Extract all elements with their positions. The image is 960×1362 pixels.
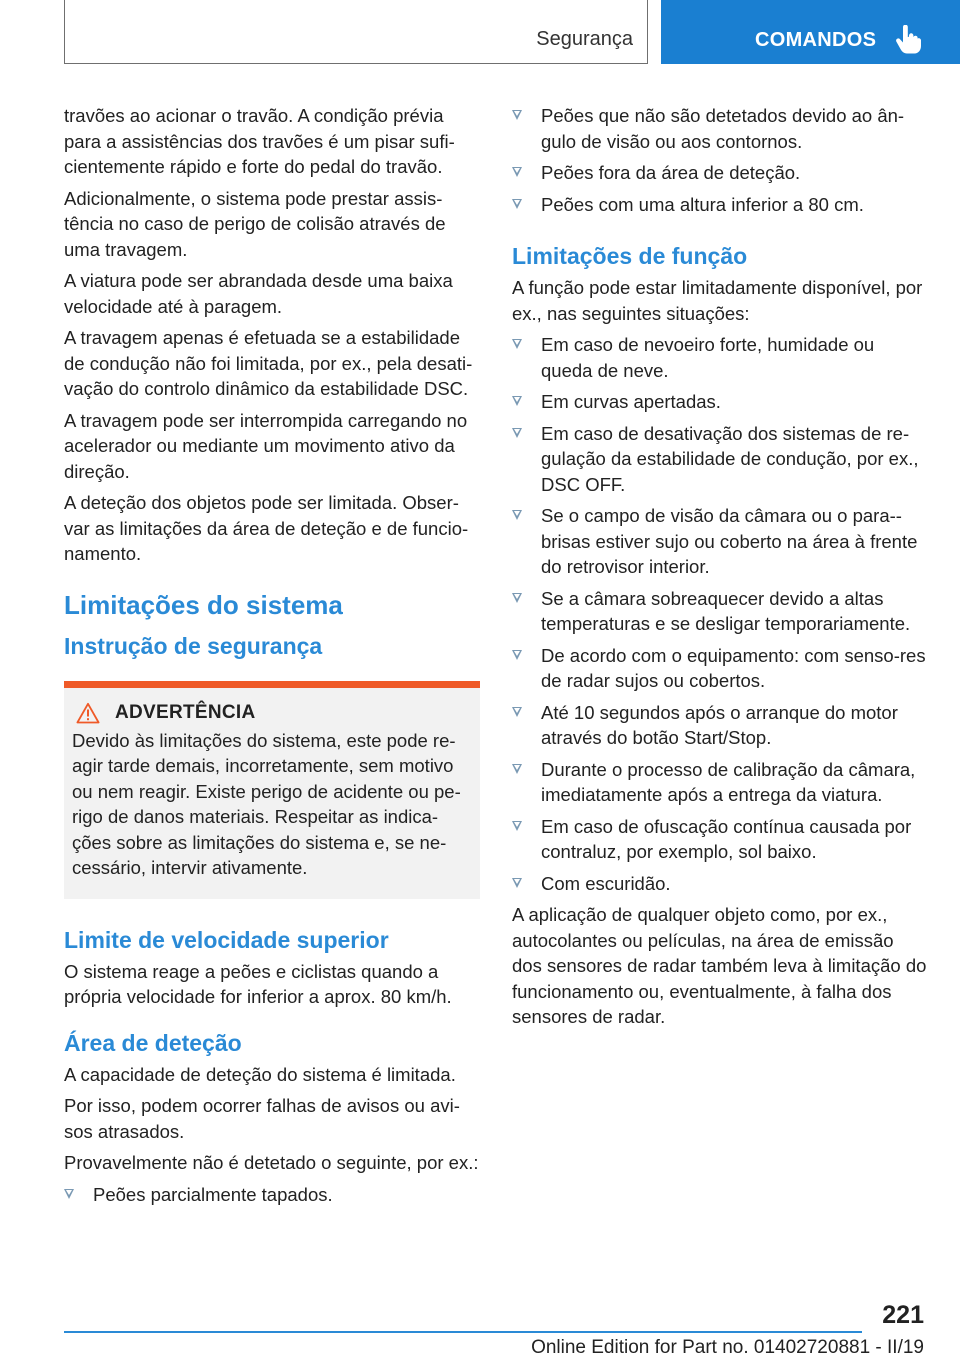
bullet-triangle-icon xyxy=(512,707,522,717)
list-item xyxy=(512,389,927,415)
heading-detection-area: Área de deteção xyxy=(64,1029,242,1056)
list-item-text: Até 10 segundos após o arranque do motor através do botão Start/Stop. xyxy=(541,701,898,748)
function-limits-list xyxy=(512,332,927,896)
bullet-triangle-icon xyxy=(512,339,522,349)
left-column xyxy=(64,103,480,1213)
list-item xyxy=(512,332,927,383)
list-item xyxy=(512,586,927,637)
list-item xyxy=(512,160,927,186)
paragraph: A capacidade de deteção do sistema é limitada. xyxy=(64,1063,456,1085)
paragraph: A função pode estar limitadamente disponível, por ex., nas seguintes situações: xyxy=(512,277,923,324)
pointing-hand-icon xyxy=(895,25,921,55)
paragraph: Adicionalmente, o sistema pode prestar assis-tência no caso de perigo de colisão através de uma travagem. xyxy=(64,187,446,260)
heading-speed-limit: Limite de velocidade superior xyxy=(64,926,389,953)
paragraph: Por isso, podem ocorrer falhas de avisos ou avi-sos atrasados. xyxy=(64,1095,460,1142)
list-item xyxy=(512,643,927,694)
heading-safety-instruction: Instrução de segurança xyxy=(64,632,323,659)
list-item xyxy=(512,871,927,897)
right-column xyxy=(512,103,927,1036)
list-item-text: Com escuridão. xyxy=(541,872,671,894)
list-item-text: Peões com uma altura inferior a 80 cm. xyxy=(541,193,864,215)
bullet-triangle-icon xyxy=(64,1189,74,1199)
list-item-text: Peões que não são detetados devido ao ân-gulo de visão ou aos contornos. xyxy=(541,105,905,152)
bullet-triangle-icon xyxy=(512,878,522,888)
paragraph: Provavelmente não é detetado o seguinte, por ex.: xyxy=(64,1152,479,1173)
warning-title: ADVERTÊNCIA xyxy=(115,701,256,723)
commands-tab[interactable] xyxy=(661,0,960,64)
section-title: Segurança xyxy=(536,28,633,50)
warning-triangle-icon xyxy=(76,702,100,724)
list-item-text: Durante o processo de calibração da câmara, imediatamente após a entrega da viatura. xyxy=(541,758,916,805)
paragraph: A viatura pode ser abrandada desde uma baixa velocidade até à paragem. xyxy=(64,270,453,317)
warning-header xyxy=(72,702,474,724)
paragraph: travões ao acionar o travão. A condição prévia para a assistências dos travões é um pisar sufi-cientemente rápido e forte do pedal do travão. xyxy=(64,105,455,177)
list-item xyxy=(64,1182,480,1208)
bullet-triangle-icon xyxy=(512,764,522,774)
list-item-text: Se o campo de visão da câmara ou o para--brisas estiver sujo ou coberto na área à frente do retrovisor interior. xyxy=(541,505,918,577)
heading-function-limits: Limitações de função xyxy=(512,243,748,269)
list-item-text: Em caso de ofuscação contínua causada por contraluz, por exemplo, sol baixo. xyxy=(541,815,912,862)
list-item xyxy=(512,421,927,498)
paragraph: A travagem apenas é efetuada se a estabilidade de condução não foi limitada, por ex., pela desati-vação do controlo dinâmico da estabilidade DSC. xyxy=(64,327,473,399)
bullet-triangle-icon xyxy=(512,821,522,831)
paragraph: O sistema reage a peões e ciclistas quando a própria velocidade for inferior a aprox. 80 km/h. xyxy=(64,960,452,1007)
list-item-text: Em curvas apertadas. xyxy=(541,391,721,412)
heading-system-limits: Limitações do sistema xyxy=(64,589,343,620)
warning-box xyxy=(64,681,480,899)
bullet-triangle-icon xyxy=(512,199,522,209)
list-item xyxy=(512,503,927,580)
commands-tab-label: COMANDOS xyxy=(755,29,877,51)
bullet-triangle-icon xyxy=(512,650,522,660)
page-number: 221 xyxy=(882,1301,924,1329)
detection-list-right xyxy=(512,103,927,217)
list-item xyxy=(512,700,927,751)
bullet-triangle-icon xyxy=(512,167,522,177)
header-section-box xyxy=(64,0,648,64)
list-item xyxy=(512,757,927,808)
list-item-text: De acordo com o equipamento: com senso-res de radar sujos ou cobertos. xyxy=(541,644,926,691)
list-item-text: Peões parcialmente tapados. xyxy=(93,1183,333,1205)
list-item-text: Se a câmara sobreaquecer devido a altas temperaturas e se desligar temporariamente. xyxy=(541,587,911,634)
bullet-triangle-icon xyxy=(512,510,522,520)
bullet-triangle-icon xyxy=(512,396,522,406)
list-item xyxy=(512,103,927,154)
bullet-triangle-icon xyxy=(512,428,522,438)
list-item-text: Peões fora da área de deteção. xyxy=(541,162,801,183)
paragraph: A aplicação de qualquer objeto como, por ex., autocolantes ou películas, na área de emissão dos sensores de radar também leva à limitação do funcionamento ou, eventualmente, à falha dos sensores de radar. xyxy=(512,904,927,1027)
list-item-text: Em caso de desativação dos sistemas de re-gulação da estabilidade de condução, por ex., DSC OFF. xyxy=(541,422,919,495)
paragraph: A travagem pode ser interrompida carregando no acelerador ou mediante um movimento ativo da direção. xyxy=(64,409,468,482)
list-item-text: Em caso de nevoeiro forte, humidade ou queda de neve. xyxy=(541,334,875,381)
footer-edition: Online Edition for Part no. 01402720881 - II/19 xyxy=(531,1337,924,1358)
list-item xyxy=(512,192,927,218)
detection-list-left xyxy=(64,1182,480,1208)
footer-divider xyxy=(64,1331,862,1333)
bullet-triangle-icon xyxy=(512,110,522,120)
paragraph: A deteção dos objetos pode ser limitada. Obser-var as limitações da área de deteção e de funcio-namento. xyxy=(64,492,469,564)
list-item xyxy=(512,814,927,865)
warning-text: Devido às limitações do sistema, este pode re-agir tarde demais, incorretamente, sem motivo ou nem reagir. Existe perigo de acidente ou pe-rigo de danos materiais. Respeitar as indica-ções sobre as limitações do sistema e, se ne-cessário, intervir ativamente. xyxy=(72,729,461,878)
bullet-triangle-icon xyxy=(512,593,522,603)
